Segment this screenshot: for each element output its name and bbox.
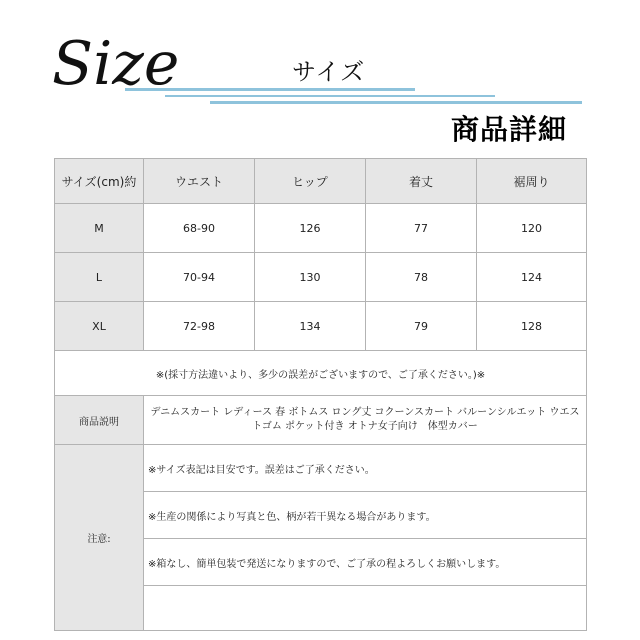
size-logo [52,22,212,104]
description-row [55,396,587,445]
decorative-rule [210,101,582,104]
size-label: L [55,253,144,302]
hip-value: 134 [255,302,366,351]
page-subtitle: サイズ [292,58,366,86]
caution-empty-cell [144,586,587,631]
description-text: デニムスカート レディース 春 ボトムス ロング丈 コクーンスカート バルーンシルエット ウエストゴム ポケット付き オトナ女子向け 体型カバー [144,396,587,445]
size-label: M [55,204,144,253]
caution-row [55,445,587,492]
column-header-hem: 裾周り [477,159,587,204]
caution-item: ※箱なし、簡単包装で発送になりますので、ご了承の程よろしくお願いします。 [144,539,587,586]
description-label: 商品説明 [55,396,144,445]
table-header-row [55,159,587,204]
hip-value: 126 [255,204,366,253]
length-value: 77 [366,204,477,253]
waist-value: 70-94 [144,253,255,302]
caution-item: ※生産の関係により写真と色、柄が若干異なる場合があります。 [144,492,587,539]
table-row [55,204,587,253]
column-header-size: サイズ(cm)約 [55,159,144,204]
measurement-note-row [55,351,587,396]
table-row [55,253,587,302]
waist-value: 68-90 [144,204,255,253]
hip-value: 130 [255,253,366,302]
hem-value: 124 [477,253,587,302]
column-header-length: 着丈 [366,159,477,204]
column-header-hip: ヒップ [255,159,366,204]
hem-value: 128 [477,302,587,351]
size-label: XL [55,302,144,351]
column-header-waist: ウエスト [144,159,255,204]
caution-item: ※サイズ表記は目安です。誤差はご了承ください。 [144,445,587,492]
table-row [55,302,587,351]
measurement-note: ※(採寸方法違いより、多少の誤差がございますので、ご了承ください。)※ [55,351,587,396]
length-value: 79 [366,302,477,351]
length-value: 78 [366,253,477,302]
caution-label: 注意: [55,445,144,631]
hem-value: 120 [477,204,587,253]
product-details-heading: 商品詳細 [451,113,568,146]
decorative-rule [125,88,415,91]
size-table [54,158,587,631]
waist-value: 72-98 [144,302,255,351]
size-logo-text: Size [52,29,180,99]
decorative-rule [165,95,495,97]
